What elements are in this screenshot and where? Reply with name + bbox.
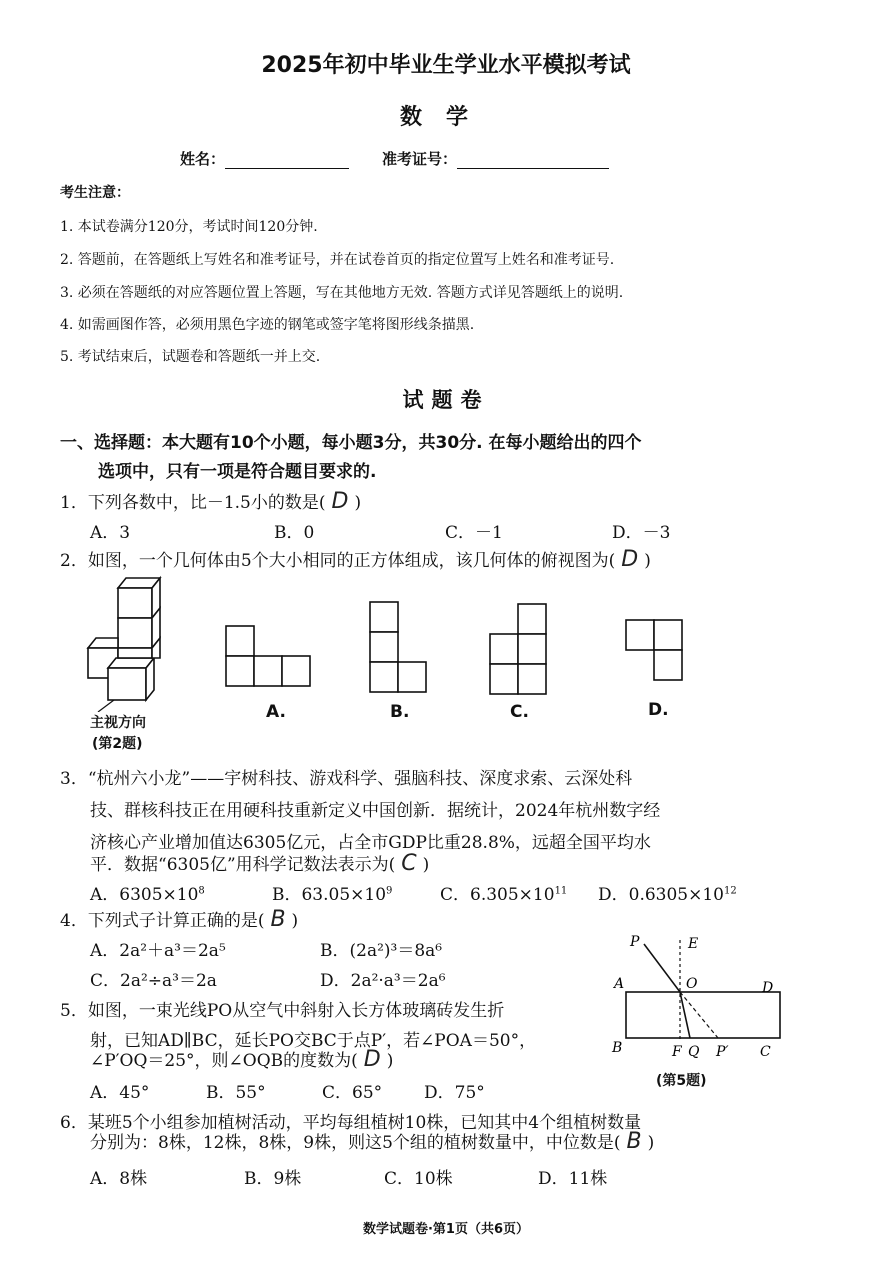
q1-option-b: B．0	[274, 523, 315, 543]
q3-option-d-exp: 12	[724, 885, 737, 897]
q6-option-d: D．11株	[538, 1169, 608, 1189]
q2-option-d: D.	[648, 700, 669, 720]
question-1	[60, 488, 361, 514]
exam-id-blank	[457, 154, 609, 169]
q5-optics-figure	[604, 930, 790, 1062]
handwritten-answer: D	[331, 489, 349, 514]
q1-option-a: A．3	[90, 523, 131, 543]
name-blank	[225, 154, 349, 169]
q2-caption: (第2题)	[92, 736, 143, 752]
q2-option-a: A.	[266, 702, 286, 722]
handwritten-answer: B	[626, 1129, 642, 1154]
q4-option-a: A．2a²＋a³＝2a⁵	[90, 941, 226, 961]
q1-option-d: D．－3	[612, 523, 671, 543]
q5-caption: (第5题)	[656, 1073, 707, 1089]
q5-option-b: B．55°	[206, 1083, 266, 1103]
q5-option-c: C．65°	[322, 1083, 383, 1103]
name-field	[180, 148, 349, 169]
handwritten-answer: D	[363, 1047, 381, 1072]
q3-option-a	[90, 880, 205, 905]
q5-last-line	[90, 1046, 393, 1072]
q2-option-c-shape	[488, 602, 550, 696]
q3-option-b-text: B．63.05×10	[272, 885, 387, 905]
label-c: C	[760, 1044, 771, 1060]
label-a: A	[614, 976, 625, 992]
q3-option-c-text: C．6.305×10	[440, 885, 555, 905]
q3-line: 3．“杭州六小龙”——宇树科技、游戏科学、强脑科技、深度求索、云深处科	[60, 769, 633, 789]
q5-close: )	[386, 1051, 394, 1071]
question-4	[60, 906, 298, 932]
subject-title: 数学	[399, 105, 492, 130]
q2-option-d-shape	[624, 618, 686, 682]
q3-option-c-exp: 11	[554, 885, 568, 897]
label-b: B	[612, 1040, 623, 1056]
q6-option-b: B．9株	[244, 1169, 302, 1189]
q6-option-c: C．10株	[384, 1169, 453, 1189]
q2-option-a-shape	[224, 624, 314, 688]
q3-option-b	[272, 880, 392, 905]
q3-line: 济核心产业增加值达6305亿元，占全市GDP比重28.8%，远超全国平均水	[90, 833, 651, 853]
q3-option-d-text: D．0.6305×10	[598, 885, 724, 905]
q6-last-line	[90, 1128, 654, 1154]
q5-line: ∠P′OQ＝25°，则∠OQB的度数为(	[90, 1051, 358, 1071]
q2-view-label: 主视方向	[90, 715, 146, 731]
q5-line: 射，已知AD∥BC，延长PO交BC于点P′，若∠POA＝50°，	[90, 1031, 537, 1051]
q2-cube-figure	[84, 572, 164, 712]
question-2	[60, 546, 651, 572]
page-footer: 数学试题卷·第1页（共6页）	[362, 1222, 530, 1237]
view-arrow	[98, 700, 114, 712]
q5-option-a: A．45°	[90, 1083, 150, 1103]
q3-option-d	[598, 880, 737, 905]
notice-item: 5. 考试结束后，试题卷和答题纸一并上交.	[60, 349, 321, 365]
notice-item: 1. 本试卷满分120分，考试时间120分钟.	[60, 219, 318, 235]
q3-line: 技、群核科技正在用硬科技重新定义中国创新．据统计，2024年杭州数字经	[90, 801, 661, 821]
q2-stem: 2．如图，一个几何体由5个大小相同的正方体组成，该几何体的俯视图为(	[60, 551, 616, 571]
notice-item: 3. 必须在答题纸的对应答题位置上答题，写在其他地方无效. 答题方式详见答题纸上的说明.	[60, 285, 624, 301]
label-p: P	[630, 934, 640, 950]
q4-stem: 4．下列式子计算正确的是(	[60, 911, 265, 931]
q4-option-d: D．2a²·a³＝2a⁶	[320, 971, 446, 991]
q4-option-b: B．(2a²)³＝8a⁶	[320, 941, 443, 961]
notice-item: 2. 答题前，在答题纸上写姓名和准考证号，并在试卷首页的指定位置写上姓名和准考证号.	[60, 252, 615, 268]
label-q: Q	[688, 1044, 700, 1060]
exam-id-field	[382, 148, 609, 169]
q4-option-c: C．2a²÷a³＝2a	[90, 971, 217, 991]
name-label: 姓名：	[180, 150, 226, 168]
q6-option-a: A．8株	[90, 1169, 148, 1189]
q2-option-c: C.	[510, 702, 529, 722]
q6-line: 分别为：8株，12株，8株，9株，则这5个组的植树数量中，中位数是(	[90, 1133, 621, 1153]
exam-title: 2025年初中毕业生学业水平模拟考试	[261, 53, 631, 78]
section-title: 试题卷	[402, 388, 490, 412]
label-d: D	[762, 980, 774, 996]
q1-close: )	[354, 493, 362, 513]
exam-id-label: 准考证号：	[382, 150, 458, 168]
q3-last-line	[90, 850, 429, 876]
q1-option-c: C．－1	[445, 523, 503, 543]
q5-line: 5．如图，一束光线PO从空气中斜射入长方体玻璃砖发生折	[60, 1001, 505, 1021]
q4-close: )	[291, 911, 299, 931]
label-o: O	[686, 976, 698, 992]
q3-option-c	[440, 880, 567, 905]
glass-brick	[626, 992, 780, 1038]
label-f: F	[672, 1044, 682, 1060]
part1-instructions-2: 选项中，只有一项是符合题目要求的.	[98, 462, 377, 482]
q3-close: )	[422, 855, 430, 875]
q2-option-b: B.	[390, 702, 410, 722]
q2-option-b-shape	[368, 600, 430, 694]
handwritten-answer: C	[401, 851, 417, 876]
q5-option-d: D．75°	[424, 1083, 485, 1103]
q3-line: 平．数据“6305亿”用科学记数法表示为(	[90, 855, 396, 875]
handwritten-answer: B	[270, 907, 286, 932]
handwritten-answer: D	[621, 547, 639, 572]
q1-stem: 1．下列各数中，比－1.5小的数是(	[60, 493, 326, 513]
q3-option-a-text: A．6305×10	[90, 885, 199, 905]
q6-close: )	[647, 1133, 655, 1153]
q3-option-b-exp: 9	[386, 885, 393, 897]
notice-heading: 考生注意：	[60, 185, 130, 201]
notice-item: 4. 如需画图作答，必须用黑色字迹的钢笔或签字笔将图形线条描黑.	[60, 317, 475, 333]
label-e: E	[688, 936, 699, 952]
label-p-prime: P′	[716, 1044, 729, 1060]
part1-instructions: 一、选择题：本大题有10个小题，每小题3分，共30分. 在每小题给出的四个	[60, 433, 642, 453]
q2-close: )	[644, 551, 651, 571]
incident-ray	[644, 944, 680, 992]
q6-line: 6．某班5个小组参加植树活动，平均每组植树10株，已知其中4个组植树数量	[60, 1113, 642, 1133]
q3-option-a-exp: 8	[198, 885, 205, 897]
